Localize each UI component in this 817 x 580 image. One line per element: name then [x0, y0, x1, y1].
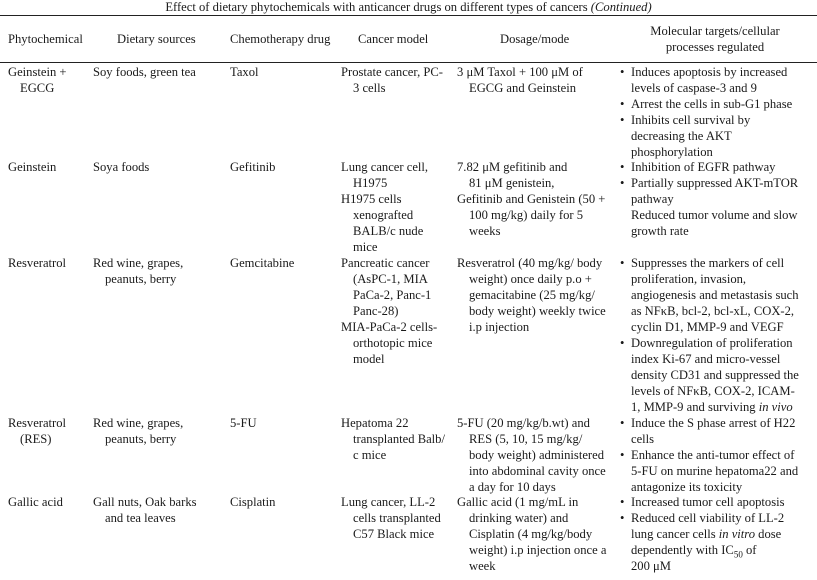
bullet-icon: • — [620, 336, 625, 350]
cell-model: Pancreatic cancer (AsPC-1, MIA PaCa-2, Panc-1 Panc-28) MIA-PaCa-2 cells- orthotopic mice model — [341, 256, 438, 366]
cell-dosage: 7.82 μM gefitinib and 81 μM genistein, Gefitinib and Genistein (50 + 100 mg/kg) daily for 5 weeks — [457, 160, 606, 238]
bullet-item: • Suppresses the markers of cell proliferation, invasion, angiogenesis and metastasis such as NFκB, bcl-2, bcl-xL, COX-2, cyclin D1, MMP-9 and VEGF — [620, 256, 799, 334]
header-bottom-rule — [0, 62, 817, 63]
bullet-icon: • — [620, 97, 625, 111]
bullet-item: • Inhibits cell survival by decreasing the AKT phosphorylation — [620, 113, 751, 159]
bullet-item: • Arrest the cells in sub-G1 phase — [620, 97, 793, 111]
cell-model: Lung cancer, LL-2 cells transplanted C57 Black mice — [341, 495, 441, 541]
bullet-icon: • — [620, 160, 625, 174]
target-note: Reduced tumor volume and slow growth rate — [631, 208, 798, 238]
bullet-icon: • — [620, 448, 625, 462]
cell-targets — [620, 415, 815, 495]
bullet-item: • Induces apoptosis by increased levels of caspase-3 and 9 — [620, 65, 788, 95]
cell-dosage: 3 μM Taxol + 100 μM of EGCG and Geinstein — [457, 65, 583, 95]
cell-sources: Red wine, grapes, peanuts, berry — [93, 416, 184, 446]
cell-phyto: Resveratrol (RES) — [8, 416, 67, 446]
cell-sources: Gall nuts, Oak barks and tea leaves — [93, 495, 197, 525]
cell-phyto: Gallic acid — [8, 495, 63, 509]
column-header-targets: Molecular targets/cellular processes regulated — [650, 24, 780, 54]
bullet-item: • Downregulation of proliferation index Ki-67 and micro-vessel density CD31 and suppressed the levels of NFκB, COX-2, ICAM- 1, MMP-9 and surviving in vivo — [620, 336, 799, 414]
cell-dosage: Resveratrol (40 mg/kg/ body weight) once daily p.o + gemacitabine (25 mg/kg/ body weight) weekly twice i.p injection — [457, 256, 606, 334]
caption-continued: (Continued) — [590, 0, 652, 14]
caption-title: Effect of dietary phytochemicals with anticancer drugs on different types of cancers — [165, 0, 588, 14]
column-header-chemotherapy-drug: Chemotherapy drug — [230, 32, 331, 46]
cell-drug: Gefitinib — [230, 160, 276, 174]
bullet-item: • Partially suppressed AKT-mTOR pathway — [620, 176, 799, 206]
cell-targets — [620, 494, 815, 574]
table-caption — [0, 0, 817, 14]
bullet-icon: • — [620, 113, 625, 127]
cell-targets — [620, 64, 815, 160]
cell-model: Prostate cancer, PC- 3 cells — [341, 65, 443, 95]
cell-phyto: Geinstein + EGCG — [8, 65, 67, 95]
cell-model: Hepatoma 22 transplanted Balb/ c mice — [341, 416, 445, 462]
cell-targets — [620, 255, 815, 415]
bullet-icon: • — [620, 65, 625, 79]
cell-sources: Red wine, grapes, peanuts, berry — [93, 256, 184, 286]
bullet-item: • Increased tumor cell apoptosis — [620, 495, 785, 509]
cell-targets — [620, 159, 815, 239]
bullet-icon: • — [620, 511, 625, 525]
header-top-rule — [0, 15, 817, 16]
column-header-dosage: Dosage/mode — [500, 32, 570, 46]
bullet-item: • Reduced cell viability of LL-2 lung cancer cells in vitro dose dependently with $IC_{50}$ of 200 μM — [620, 511, 785, 573]
cell-phyto: Resveratrol — [8, 256, 67, 270]
bullet-item: • Enhance the anti-tumor effect of 5-FU on murine hepatoma22 and antagonize its toxicity — [620, 448, 799, 494]
bullet-icon: • — [620, 495, 625, 509]
bullet-icon: • — [620, 256, 625, 270]
cell-drug: Gemcitabine — [230, 256, 295, 270]
cell-sources: Soya foods — [93, 160, 150, 174]
cell-dosage: 5-FU (20 mg/kg/b.wt) and RES (5, 10, 15 mg/kg/ body weight) administered into abdominal cavity once a day for 10 days — [457, 416, 606, 494]
cell-model: Lung cancer cell, H1975 H1975 cells xenografted BALB/c nude mice — [341, 160, 429, 254]
bullet-item: • Induce the S phase arrest of H22 cells — [620, 416, 796, 446]
cell-drug: Taxol — [230, 65, 259, 79]
cell-phyto: Geinstein — [8, 160, 57, 174]
bullet-icon: • — [620, 416, 625, 430]
bullet-icon: • — [620, 176, 625, 190]
cell-dosage: Gallic acid (1 mg/mL in drinking water) and Cisplatin (4 mg/kg/body weight) i.p injection once a week — [457, 495, 607, 573]
cell-drug: 5-FU — [230, 416, 257, 430]
column-header-dietary-sources: Dietary sources — [117, 32, 196, 46]
cell-drug: Cisplatin — [230, 495, 276, 509]
bullet-item: • Inhibition of EGFR pathway — [620, 160, 776, 174]
column-header-phytochemical: Phytochemical — [8, 32, 83, 46]
cell-sources: Soy foods, green tea — [93, 65, 196, 79]
column-header-cancer-model: Cancer model — [358, 32, 429, 46]
